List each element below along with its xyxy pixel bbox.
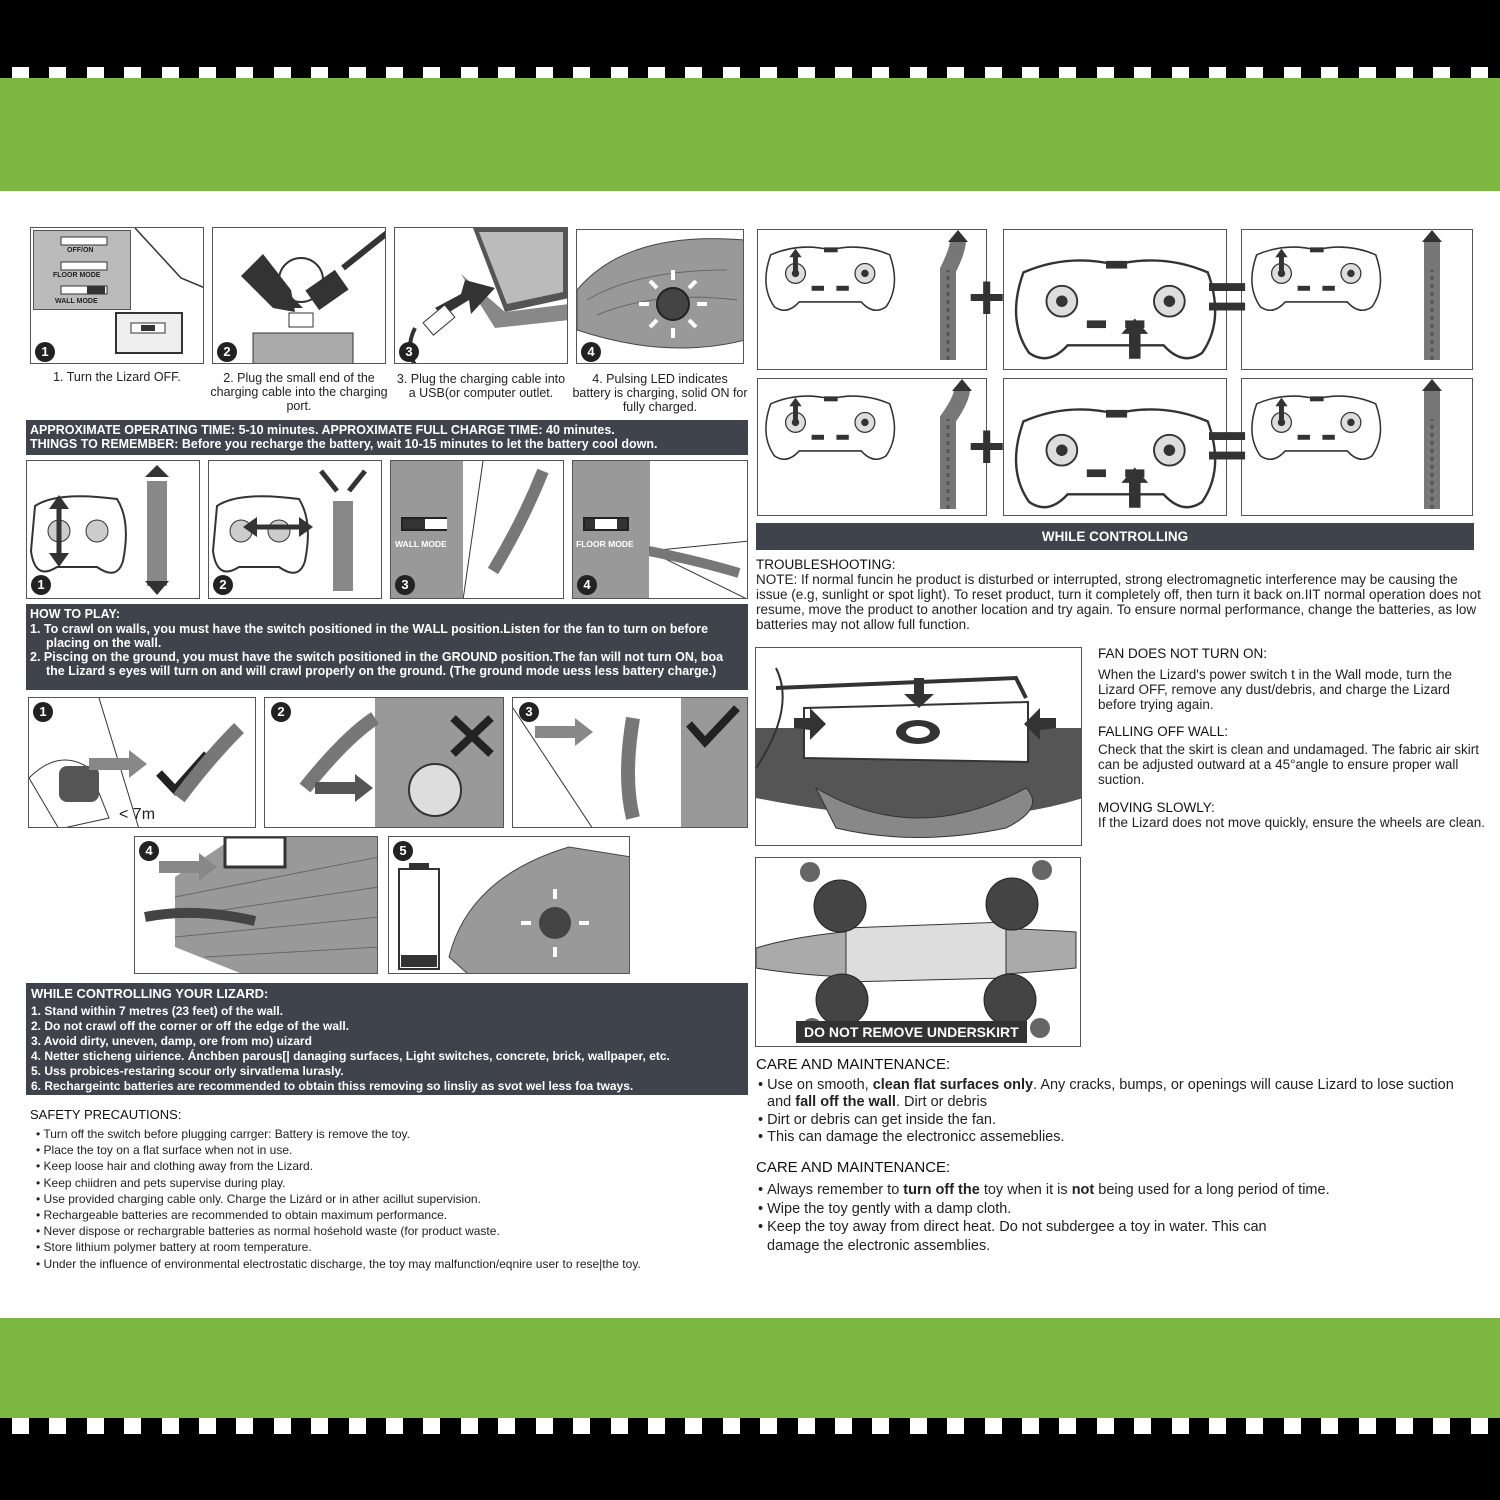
safety-item: • Use provided charging cable only. Charge the Lizárd or in ather acillut supervision. [36,1191,481,1206]
mode-number-3: 3 [395,575,415,595]
moving-text: If the Lizard does not move quickly, ensure the wheels are clean. [1098,815,1485,830]
troubleshooting-title: TROUBLESHOOTING: [756,557,896,572]
safety-list [36,1126,748,1272]
safety-item-text: Place the toy on a flat surface when not in use. [43,1143,293,1158]
wrong-placement-illustration [265,698,504,828]
controller-illustration [1010,383,1221,516]
controller-turn-illustration [209,461,382,599]
falling-title: FALLING OFF WALL: [1098,724,1229,739]
bottom-sprocket-holes [0,1418,1500,1434]
control-combo-panel-2-3 [1241,378,1473,516]
play-panel-5 [388,836,630,974]
safety-item-text: Never dispose or rechargrable batteries as normal hośehold waste (for product waste. [43,1224,500,1239]
while-controlling-item-4: 4. Netter sticheng uirience. Ánchben parous[| danaging surfaces, Light switches, concrete, brick, wallpaper, etc. [31,1049,670,1063]
battery-led-illustration [389,837,630,974]
control-combo-panel-1-2 [1003,229,1227,370]
sprocket-hole [236,1418,253,1434]
operating-time-bar [26,420,748,455]
charging-step-3-caption: 3. Plug the charging cable into a USB(or computer outlet. [396,372,566,400]
care-1-item-1: • Use on smooth, clean flat surfaces only. Any cracks, bumps, or openings will cause Lizard to lose suction and fall off the wall. Dirt or debris [758,1077,1454,1111]
sprocket-hole [872,1418,889,1434]
care-title-2: CARE AND MAINTENANCE: [756,1159,951,1176]
while-controlling-item-2: 2. Do not crawl off the corner or off the edge of the wall. [31,1019,350,1033]
sprocket-hole [947,1418,964,1434]
lizard-direction-illustration [1392,379,1472,516]
sprocket-hole [49,1418,66,1434]
sprocket-hole [311,1418,328,1434]
sprocket-hole [1284,1418,1301,1434]
sprocket-hole [1321,1418,1338,1434]
care-2-item-1: • Always remember to turn off the toy when it is not being used for a long period of time. [758,1182,1330,1198]
controller-illustration [762,230,898,317]
lizard-led-illustration [577,230,744,364]
safety-item: • Keep chiidren and pets supervise during play. [36,1175,286,1190]
plus-operator: + [968,261,1006,333]
safety-item-text: Use provided charging cable only. Charge the Lizárd or in ather acillut supervision. [43,1191,481,1206]
while-controlling-item-1: 1. Stand within 7 metres (23 feet) of the wall. [31,1004,284,1018]
play-number-4: 4 [139,841,159,861]
underskirt-illustration-panel [755,857,1081,1047]
sprocket-hole [461,1418,478,1434]
control-combo-panel-1-1 [757,229,987,370]
care-1-item-1-mid: . Any cracks, bumps, or openings will cause Lizard to lose suction and [767,1077,1454,1111]
wall-switch-icon [401,517,447,531]
charging-port-illustration [213,228,386,364]
how-to-play-title: HOW TO PLAY: [30,607,121,621]
sprocket-hole [1359,1418,1376,1434]
controller-forward-back-illustration [27,461,200,599]
play-panel-1 [28,697,256,828]
control-combo-panel-2-2 [1003,378,1227,516]
charging-step-2-panel [212,227,386,364]
care-2-item-1-mid: toy when it is [979,1182,1072,1198]
switch-label-floor: FLOOR MODE [53,272,101,279]
fan-cleaning-illustration [756,648,1082,846]
how-to-play-item-2: 2. Piscing on the ground, you must have the switch positioned in the GROUND position.The fan will not turn ON, boa the Lizard s eyes will turn on and will crawl properly on the ground. (The ground mode uess less battery charge.) [30,650,724,678]
distance-label: < 7m [119,806,156,823]
equals-operator: = [1206,257,1249,337]
care-2-item-2: • Wipe the toy gently with a damp cloth. [758,1200,1012,1217]
sprocket-hole [1209,1418,1226,1434]
troubleshooting-note: NOTE: If normal funcin he product is disturbed or interrupted, strong electromagnetic interference may be causing the issue (e.g, sunlight or spot light). To reset product, turn it completely off, then turn it back on.IIT normal operation does not resume, move the product to another location and try again. To ensure normal performance, change the batteries, as low batteries may not allow full function. [756,572,1481,632]
play-panel-2 [264,697,504,828]
sprocket-hole [648,1418,665,1434]
mode-panel-1 [26,460,200,599]
sprocket-hole [611,1418,628,1434]
play-number-1: 1 [33,702,53,722]
safety-item-text: Under the influence of environmental electrostatic discharge, the toy may malfunction/eqnire user to rese|the toy. [43,1256,641,1271]
safety-item: • Keep loose hair and clothing away from the Lizard. [36,1159,314,1174]
safety-item-text: Rechargeable batteries are recommended to obtain maximum performance. [43,1208,448,1223]
safety-item: • Turn off the switch before plugging carrger: Battery is remove the toy. [36,1127,410,1141]
fan-text: When the Lizard's power switch t in the Wall mode, turn the Lizard OFF, remove any dust/debris, and charge the Lizard before trying again. [1098,667,1452,712]
while-controlling-title-bar: WHILE CONTROLLING [756,523,1474,550]
sprocket-hole [87,1418,104,1434]
safety-item: • Never dispose or rechargrable batteries as normal hośehold waste (for product waste. [36,1224,500,1239]
charging-step-2-caption: 2. Plug the small end of the charging cable into the charging port. [210,371,388,413]
sprocket-hole [1097,1418,1114,1434]
controller-illustration [762,379,898,466]
care-2-item-3-text: Keep the toy away from direct heat. Do not subdergee a toy in water. This can damage the electronic assemblies. [767,1219,1267,1254]
charging-step-1-panel [30,227,204,364]
switch-label-offon: OFF/ON [67,247,94,254]
care-1-item-1-bold-2: fall off the wall [795,1094,896,1111]
step-number-2: 2 [217,342,237,362]
floor-mode-label: FLOOR MODE [576,539,634,549]
care-2-item-1-pre: Always remember to [767,1182,904,1198]
lizard-direction-illustration [1392,230,1472,370]
safety-item-text: Store lithium polymer battery at room temperature. [43,1240,312,1255]
safety-item: • Rechargeable batteries are recommended to obtain maximum performance. [36,1208,448,1223]
moving-title: MOVING SLOWLY: [1098,800,1215,815]
safety-item: • Under the influence of environmental electrostatic discharge, the toy may malfunction/eqnire user to rese|the toy. [36,1256,641,1271]
mode-panel-3-wall [390,460,564,599]
controller-illustration [1248,230,1384,317]
how-to-play-item-1: 1. To crawl on walls, you must have the switch positioned in the WALL position.Listen for the fan to turn on before placing on the wall. [30,622,709,650]
lizard-on-floor-illustration [649,461,748,599]
while-controlling-lizard-box [26,983,748,1095]
controller-illustration [1248,379,1384,466]
correct-placement-illustration [513,698,748,828]
care-2-item-2-text: Wipe the toy gently with a damp cloth. [767,1200,1012,1217]
sprocket-hole [1172,1418,1189,1434]
play-number-3: 3 [519,702,539,722]
sprocket-hole [536,1418,553,1434]
sprocket-hole [274,1418,291,1434]
sprocket-hole [12,1418,29,1434]
care-1-item-3: • This can damage the electronicc assemeblies. [758,1128,1065,1145]
mode-number-2: 2 [213,575,233,595]
care-1-item-1-bold-1: clean flat surfaces only [872,1077,1034,1093]
care-1-item-3-text: This can damage the electronicc assemeblies. [767,1128,1065,1145]
mode-number-1: 1 [31,575,51,595]
sprocket-hole [1433,1418,1450,1434]
play-number-2: 2 [271,702,291,722]
sprocket-hole [1134,1418,1151,1434]
operating-time-text: APPROXIMATE OPERATING TIME: 5-10 minutes. APPROXIMATE FULL CHARGE TIME: 40 minutes. [30,423,615,437]
mode-number-4: 4 [577,575,597,595]
controller-illustration [1010,234,1221,368]
sprocket-hole [124,1418,141,1434]
step-number-3: 3 [399,342,419,362]
sprocket-hole [349,1418,366,1434]
control-combo-panel-2-1 [757,378,987,516]
sprocket-hole [910,1418,927,1434]
sprocket-hole [685,1418,702,1434]
while-controlling-item-3: 3. Avoid dirty, uneven, damp, ore from mo) uizard [31,1034,312,1048]
care-list-1 [758,1077,1468,1146]
care-2-item-1-bold-1: turn off the [903,1182,980,1198]
sprocket-hole [1471,1418,1488,1434]
sprocket-hole [199,1418,216,1434]
laptop-usb-illustration [395,228,568,364]
play-panel-3 [512,697,748,828]
how-to-play-box [26,604,748,690]
things-to-remember-text: THINGS TO REMEMBER: Before you recharge the battery, wait 10-15 minutes to let the battery cool down. [30,437,658,451]
mode-panel-4-floor [572,460,748,599]
care-1-item-2: • Dirt or debris can get inside the fan. [758,1111,997,1128]
sprocket-hole [985,1418,1002,1434]
underskirt-warning-label: DO NOT REMOVE UNDERSKIRT [796,1021,1027,1043]
lizard-on-wall-illustration [463,461,564,599]
bottom-green-band [0,1318,1500,1418]
play-number-5: 5 [393,841,413,861]
charging-step-4-panel [576,229,744,364]
care-2-item-3: • Keep the toy away from direct heat. Do not subdergee a toy in water. This can damage the electronic assemblies. [758,1219,1267,1254]
sprocket-hole [162,1418,179,1434]
care-1-item-1-post: . Dirt or debris [895,1094,987,1111]
charging-step-4-caption: 4. Pulsing LED indicates battery is charging, solid ON for fully charged. [572,372,748,414]
fan-illustration-panel [755,647,1082,846]
power-switch-illustration [31,228,204,364]
sprocket-hole [798,1418,815,1434]
care-2-item-1-bold-2: not [1071,1182,1095,1198]
care-1-item-1-pre: Use on smooth, [767,1077,873,1093]
equals-operator: = [1206,406,1249,486]
mode-panel-2 [208,460,382,599]
step-number-4: 4 [581,342,601,362]
play-panel-4 [134,836,378,974]
fan-title: FAN DOES NOT TURN ON: [1098,646,1268,661]
sprocket-hole [723,1418,740,1434]
while-controlling-item-6: 6. Rechargeintc batteries are recommended to obtain thiss removing so linsliy as svot wel less foa tways. [31,1079,634,1093]
lizard-corner-illustration [135,837,378,974]
care-1-item-2-text: Dirt or debris can get inside the fan. [767,1111,997,1128]
sprocket-hole [835,1418,852,1434]
care-title-1: CARE AND MAINTENANCE: [756,1056,951,1073]
safety-item: • Place the toy on a flat surface when not in use. [36,1143,293,1158]
sprocket-hole [1022,1418,1039,1434]
care-list-2 [758,1181,1358,1255]
floor-switch-icon [583,517,629,531]
falling-text: Check that the skirt is clean and undamaged. The fabric air skirt can be adjusted outward at a 45°angle to ensure proper wall suction. [1098,742,1479,787]
switch-label-wall: WALL MODE [55,298,98,305]
sprocket-hole [423,1418,440,1434]
charging-step-3-panel [394,227,568,364]
safety-item-text: Keep chiidren and pets supervise during play. [43,1175,286,1190]
sprocket-hole [573,1418,590,1434]
sprocket-hole [1396,1418,1413,1434]
step-number-1: 1 [35,342,55,362]
sprocket-hole [386,1418,403,1434]
safety-item-text: Keep loose hair and clothing away from the Lizard. [43,1159,314,1174]
sprocket-hole [760,1418,777,1434]
care-2-item-1-post: being used for a long period of time. [1094,1182,1330,1198]
safety-item: • Store lithium polymer battery at room temperature. [36,1240,312,1255]
wheels-underskirt-illustration [756,858,1081,1047]
sprocket-hole [1246,1418,1263,1434]
safety-title: SAFETY PRECAUTIONS: [30,1107,182,1122]
sprocket-hole [498,1418,515,1434]
top-green-band [0,78,1500,191]
charging-step-1-caption: 1. Turn the Lizard OFF. [53,370,181,384]
plus-operator: + [968,410,1006,482]
control-combo-panel-1-3 [1241,229,1473,370]
sprocket-hole [1059,1418,1076,1434]
wall-mode-label: WALL MODE [395,539,447,549]
while-controlling-item-5: 5. Uss probices-restaring scour orly sirvatlema lurasly. [31,1064,344,1078]
while-controlling-lizard-title: WHILE CONTROLLING YOUR LIZARD: [31,986,269,1001]
safety-item-text: Turn off the switch before plugging carrger: Battery is remove the toy. [43,1127,410,1141]
